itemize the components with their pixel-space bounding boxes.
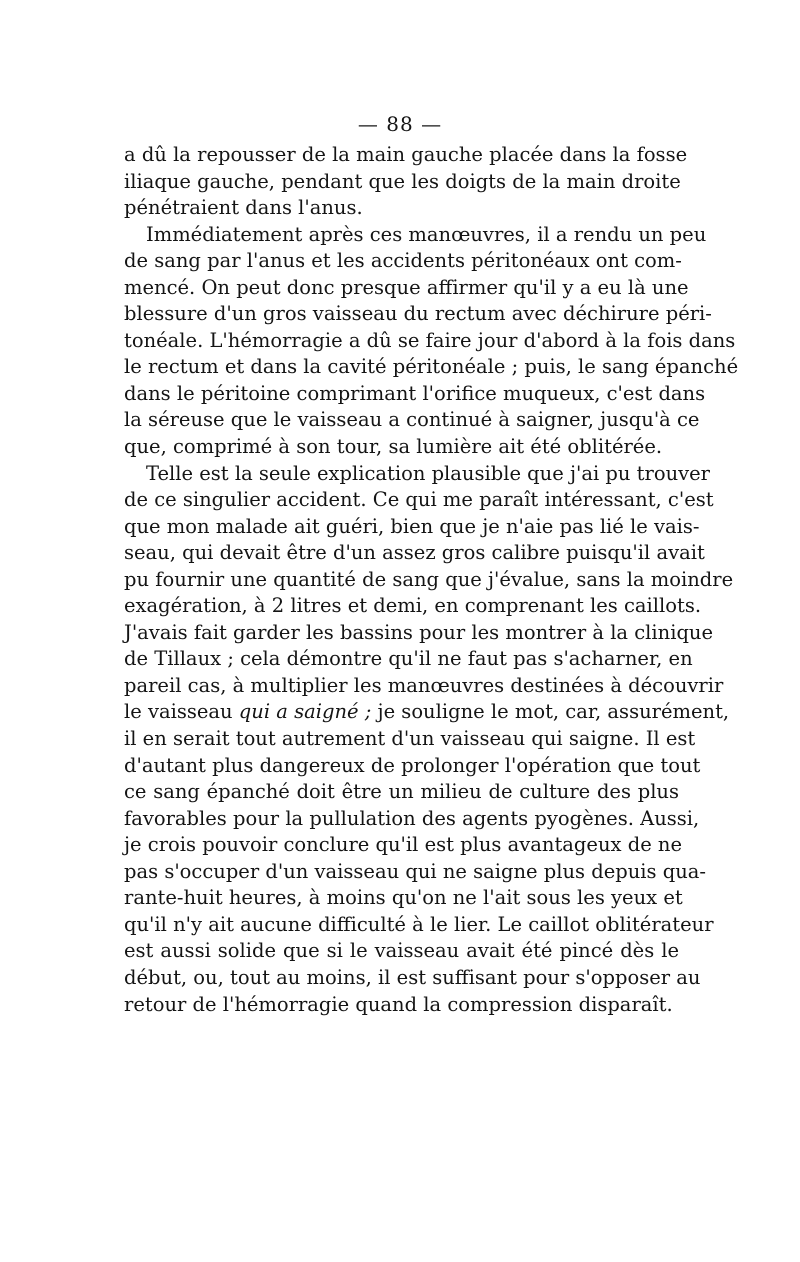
text-line: de Tillaux ; cela démontre qu'il ne faut pas s'acharner, en [124, 647, 693, 671]
text-line: J'avais fait garder les bassins pour les montrer à la clinique [124, 620, 714, 644]
page-number: — 88 — [357, 112, 443, 136]
italic-emphasis: qui a saigné ; [238, 700, 372, 724]
text-line: iliaque gauche, pendant que les doigts de la main droite [124, 169, 681, 193]
text-line: de ce singulier accident. Ce qui me paraît intéressant, c'est [124, 488, 714, 512]
text-line: il en serait tout autrement d'un vaisseau qui saigne. Il est [124, 727, 696, 751]
text-line: tonéale. L'hémorragie a dû se faire jour d'abord à la fois dans [124, 328, 736, 352]
text-line: de sang par l'anus et les accidents péritonéaux ont com- [124, 249, 682, 273]
text-line: exagération, à 2 litres et demi, en comprenant les caillots. [124, 594, 702, 618]
text-line: je crois pouvoir conclure qu'il est plus avantageux de ne [124, 833, 683, 857]
text-line: retour de l'hémorragie quand la compression disparaît. [124, 992, 673, 1016]
text-line: favorables pour la pullulation des agents pyogènes. Aussi, [124, 806, 700, 830]
text-line: pas s'occuper d'un vaisseau qui ne saigne plus depuis qua- [124, 859, 707, 883]
text-line: Telle est la seule explication plausible que j'ai pu trouver [146, 461, 711, 485]
text-line: que, comprimé à son tour, sa lumière ait été oblitérée. [124, 435, 663, 459]
text-line: début, ou, tout au moins, il est suffisant pour s'opposer au [124, 965, 701, 989]
body-text [124, 142, 739, 1018]
text-line: seau, qui devait être d'un assez gros calibre puisqu'il avait [124, 541, 705, 565]
text-line: mencé. On peut donc presque affirmer qu'il y a eu là une [124, 275, 689, 299]
text-line: dans le péritoine comprimant l'orifice muqueux, c'est dans [124, 381, 706, 405]
text-line: est aussi solide que si le vaisseau avait été pincé dès le [124, 939, 679, 963]
text-line: que mon malade ait guéri, bien que je n'aie pas lié le vais- [124, 514, 700, 538]
text-line: Immédiatement après ces manœuvres, il a rendu un peu [146, 222, 707, 246]
text-line: qu'il n'y ait aucune difficulté à le lier. Le caillot oblitérateur [124, 912, 714, 936]
text-line: ce sang épanché doit être un milieu de culture des plus [124, 780, 679, 804]
text-line: le rectum et dans la cavité péritonéale ; puis, le sang épanché [124, 355, 739, 379]
text-line: a dû la repousser de la main gauche placée dans la fosse [124, 143, 688, 166]
text-run: je souligne le mot, car, assurément, [371, 700, 730, 724]
text-line: d'autant plus dangereux de prolonger l'opération que tout [124, 753, 701, 777]
text-line-with-italic [124, 699, 730, 726]
text-line: pareil cas, à multiplier les manœuvres destinées à découvrir [124, 673, 724, 697]
text-line: blessure d'un gros vaisseau du rectum avec déchirure péri- [124, 302, 712, 326]
text-line: pu fournir une quantité de sang que j'évalue, sans la moindre [124, 567, 734, 591]
text-run: le vaisseau [124, 700, 239, 724]
text-line: rante-huit heures, à moins qu'on ne l'ait sous les yeux et [124, 886, 683, 910]
text-line: pénétraient dans l'anus. [124, 196, 363, 220]
text-line: la séreuse que le vaisseau a continué à saigner, jusqu'à ce [124, 408, 700, 432]
